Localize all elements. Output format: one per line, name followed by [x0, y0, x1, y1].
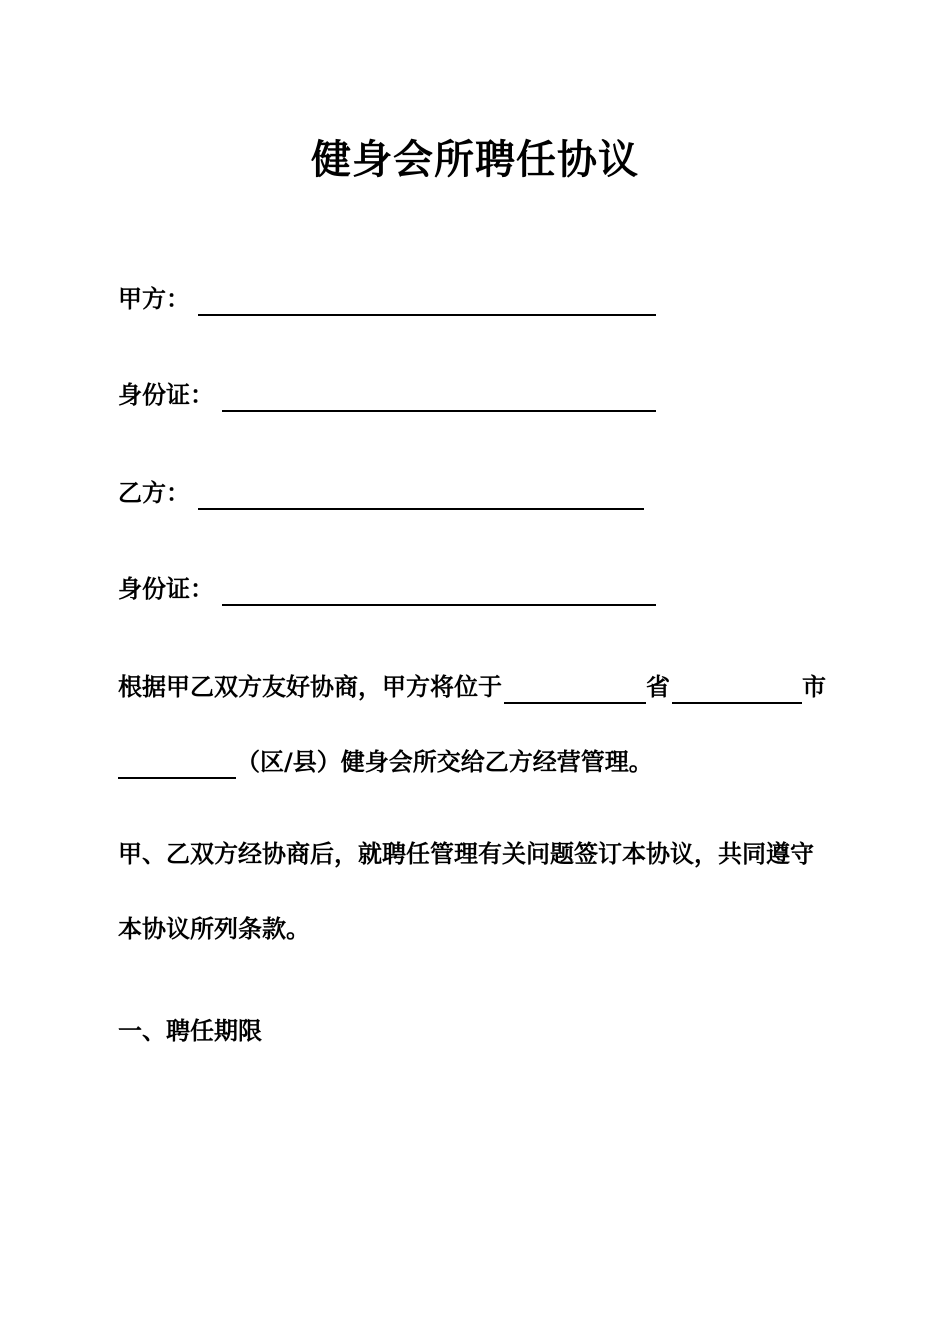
party-b-id-blank[interactable]	[222, 578, 656, 606]
section-1-heading: 一、聘任期限	[118, 1017, 262, 1045]
city-blank[interactable]	[672, 676, 802, 704]
party-a-label: 甲方：	[118, 285, 190, 313]
party-b-label: 乙方：	[118, 479, 190, 507]
paragraph-1-line-2	[118, 745, 653, 779]
party-a-blank[interactable]	[198, 288, 656, 316]
district-blank[interactable]	[118, 751, 236, 779]
paragraph-2-line-2: 本协议所列条款。	[118, 915, 310, 943]
province-blank[interactable]	[504, 676, 646, 704]
party-b-field	[118, 476, 644, 510]
party-a-field	[118, 282, 656, 316]
city-label: 市	[802, 673, 826, 701]
province-label: 省	[646, 673, 670, 701]
party-b-id-label: 身份证：	[118, 575, 214, 603]
paragraph-1-prefix: 根据甲乙双方友好协商，甲方将位于	[118, 673, 502, 701]
paragraph-1-line-1	[118, 670, 826, 704]
document-title: 健身会所聘任协议	[311, 137, 639, 183]
paragraph-2-line-1: 甲、乙双方经协商后，就聘任管理有关问题签订本协议，共同遵守	[118, 840, 814, 868]
party-a-id-blank[interactable]	[222, 384, 656, 412]
party-a-id-field	[118, 378, 656, 412]
party-a-id-label: 身份证：	[118, 381, 214, 409]
party-b-blank[interactable]	[198, 482, 644, 510]
paragraph-1-suffix: （区/县）健身会所交给乙方经营管理。	[236, 748, 653, 776]
party-b-id-field	[118, 572, 656, 606]
